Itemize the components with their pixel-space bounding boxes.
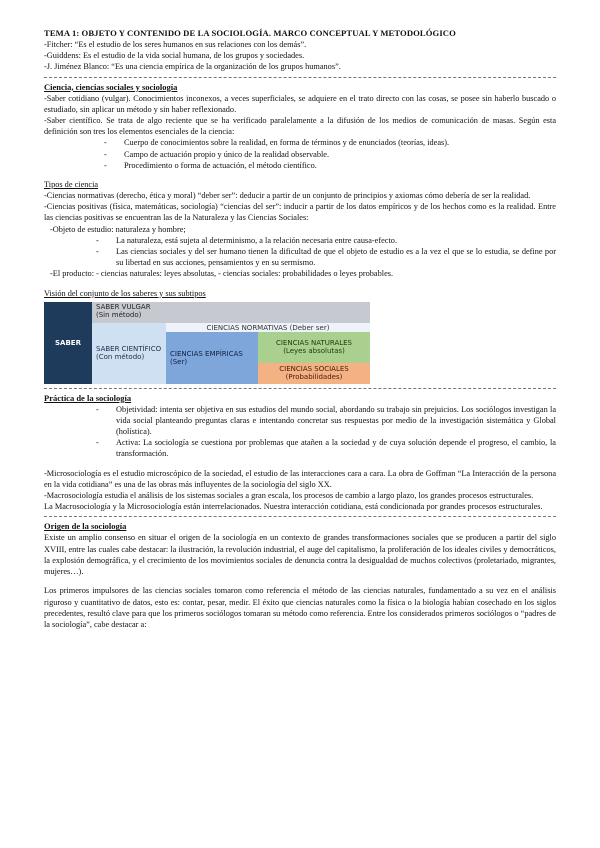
list-item: - Objetividad: intenta ser objetiva en sus estudios del mundo social, abordando su trabajo sin prejuicios. Los sociólogos investigan la vida social planteando preguntas claras e intentando concretar sus respuestas por medio de la investigación sistemática y Global (holística). — [96, 404, 556, 438]
paragraph-positivas: -Ciencias positivas (física, matemáticas, sociología) “ciencias del ser”: inducir a partir de los datos empíricos y de los hechos como es la realidad. Entre las ciencias positivas se encuentran las de la Naturaleza y las Ciencias Sociales: — [44, 202, 556, 223]
spacer — [44, 460, 556, 468]
list-item: - La naturaleza, está sujeta al determinismo, a la relación necesaria entre causa-efecto. — [96, 235, 556, 246]
diagram-box-naturales — [258, 332, 370, 363]
section-divider — [44, 516, 556, 517]
paragraph-saber-cientifico: -Saber científico. Se trata de algo reciente que se ha verificado paralelamente a la difusión de los medios de comunicación de masas. Según esta definición son tres los elementos esenciales de la ciencia: — [44, 116, 556, 137]
diagram-box-normativas: CIENCIAS NORMATIVAS (Deber ser) — [166, 323, 370, 332]
paragraph-microsociologia: -Microsociología es el estudio microscópico de la sociedad, el estudio de las interacciones cara a cara. La obra de Goffman “La Interacción de la persona en la vida cotidiana” es una de las obras más influyentes de la sociología del siglo XX. — [44, 468, 556, 489]
knowledge-types-diagram — [44, 302, 370, 384]
diagram-note: (Sin método) — [96, 310, 142, 319]
paragraph-macrosociologia: -Macrosociología estudia el análisis de los sistemas sociales a gran escala, los procesos de cambio a largo plazo, los grandes procesos estructurales. — [44, 491, 534, 501]
paragraph-interrelacion: La Macrosociología y la Microsociología están interrelacionados. Nuestra interacción cotidiana, está condicionada por grandes procesos estructurales. — [44, 502, 543, 512]
diagram-note: (Leyes absolutas) — [283, 347, 345, 356]
section-heading-practica: Práctica de la sociología — [44, 392, 132, 403]
paragraph-origen-metodo: Los primeros impulsores de las ciencias sociales tomaron como referencia el método de las ciencias naturales, fundamentado a su vez en el análisis riguroso y cuantitativo de datos, esto es: contar, pesar, medir. El éxito que ciencias naturales como la física o la biología habían cosechado en los siglos precedentes, resultó clave para que los primeros sociólogos tomaran su método como referencia. Entre los considerados primeros sociólogos o “padres de la sociología”, cabe destacar a: — [44, 586, 556, 629]
subheading-tipos-ciencia: Tipos de ciencia — [44, 180, 99, 190]
object-of-study-list — [44, 235, 556, 269]
diagram-box-saber: SABER — [44, 302, 92, 384]
list-item: - Las ciencias sociales y del ser humano tienen la dificultad de que el objeto de estudio es a la vez el que se lo estudia, se define por su libertad en sus acciones, pensamientos y en su sermismo. — [96, 246, 556, 268]
diagram-heading: Visión del conjunto de los saberes y sus subtipos — [44, 288, 206, 298]
diagram-note: (Ser) — [170, 357, 188, 366]
diagram-box-sociales — [258, 363, 370, 384]
section-heading-ciencia: Ciencia, ciencias sociales y sociología — [44, 81, 178, 92]
diagram-note: (Con método) — [96, 353, 145, 362]
list-item: - Activa: La sociología se cuestiona por problemas que atañen a la sociedad y de cuya solución depende el progreso, el cambio, la transformación. — [96, 437, 556, 459]
diagram-box-cientifico — [92, 323, 166, 384]
list-item: - Cuerpo de conocimientos sobre la realidad, en forma de términos y de enunciados (teorías, ideas). — [104, 137, 556, 148]
document-title: TEMA 1: OBJETO Y CONTENIDO DE LA SOCIOLOGÍA. MARCO CONCEPTUAL Y METODOLÓGICO — [44, 28, 456, 38]
paragraph-origen-contexto: Existe un amplio consenso en situar el origen de la sociología en un contexto de grandes transformaciones sociales que se producen a partir del siglo XVIII, entre las cuales cabe destacar: la ilustración, la revolución industrial, el auge del capitalismo, la proliferación de los ideales civiles y democráticos, la explosión demográfica, y el crecimiento de los movimientos sociales de denuncia contra la desigualdad de muchos colectivos (proletariado, migrantes, mujeres…). — [44, 533, 556, 577]
quote-jimenez-blanco: -J. Jiménez Blanco: “Es una ciencia empírica de la organización de los grupos humanos”. — [44, 62, 341, 72]
spacer — [44, 577, 556, 585]
science-elements-list — [44, 137, 556, 171]
section-divider — [44, 388, 556, 389]
paragraph-normativas: -Ciencias normativas (derecho, ética y moral) “deber ser”: deducir a partir de un conjunto de principios y axiomas cómo debería de ser la realidad. — [44, 191, 531, 201]
practice-list — [44, 404, 556, 460]
diagram-label: SABER VULGAR — [96, 302, 151, 311]
quote-fitcher: -Fitcher: “Es el estudio de los seres humanos en sus relaciones con los demás”. — [44, 40, 307, 49]
paragraph-saber-cotidiano: -Saber cotidiano (vulgar). Conocimientos inconexos, a veces superficiales, se adquiere en el trato directo con las cosas, se posee sin haberlo buscado o estudiado, sin aplicar un método y sin haber reflexionado. — [44, 93, 556, 114]
diagram-box-vulgar — [92, 302, 370, 323]
quote-guiddens: -Guiddens: Es el estudio de la vida social humana, de los grupos y sociedades. — [44, 51, 305, 61]
diagram-label: CIENCIAS SOCIALES — [279, 365, 349, 374]
section-divider — [44, 77, 556, 78]
diagram-note: (Probabilidades) — [285, 373, 343, 382]
diagram-label: CIENCIAS NATURALES — [275, 339, 353, 348]
list-item: - Campo de actuación propio y único de la realidad observable. — [104, 149, 556, 160]
diagram-label: CIENCIAS EMPÍRICAS — [170, 349, 243, 358]
section-heading-origen: Origen de la sociología — [44, 521, 127, 532]
diagram-label: SABER CIENTÍFICO — [96, 345, 162, 354]
object-of-study-line: -Objeto de estudio: naturaleza y hombre; — [50, 224, 186, 234]
product-line: -El producto: - ciencias naturales: leyes absolutas, - ciencias sociales: probabilidades o leyes probables. — [50, 269, 394, 279]
diagram-box-empiricas — [166, 332, 258, 384]
list-item: - Procedimiento o forma de actuación, el método científico. — [104, 160, 556, 171]
